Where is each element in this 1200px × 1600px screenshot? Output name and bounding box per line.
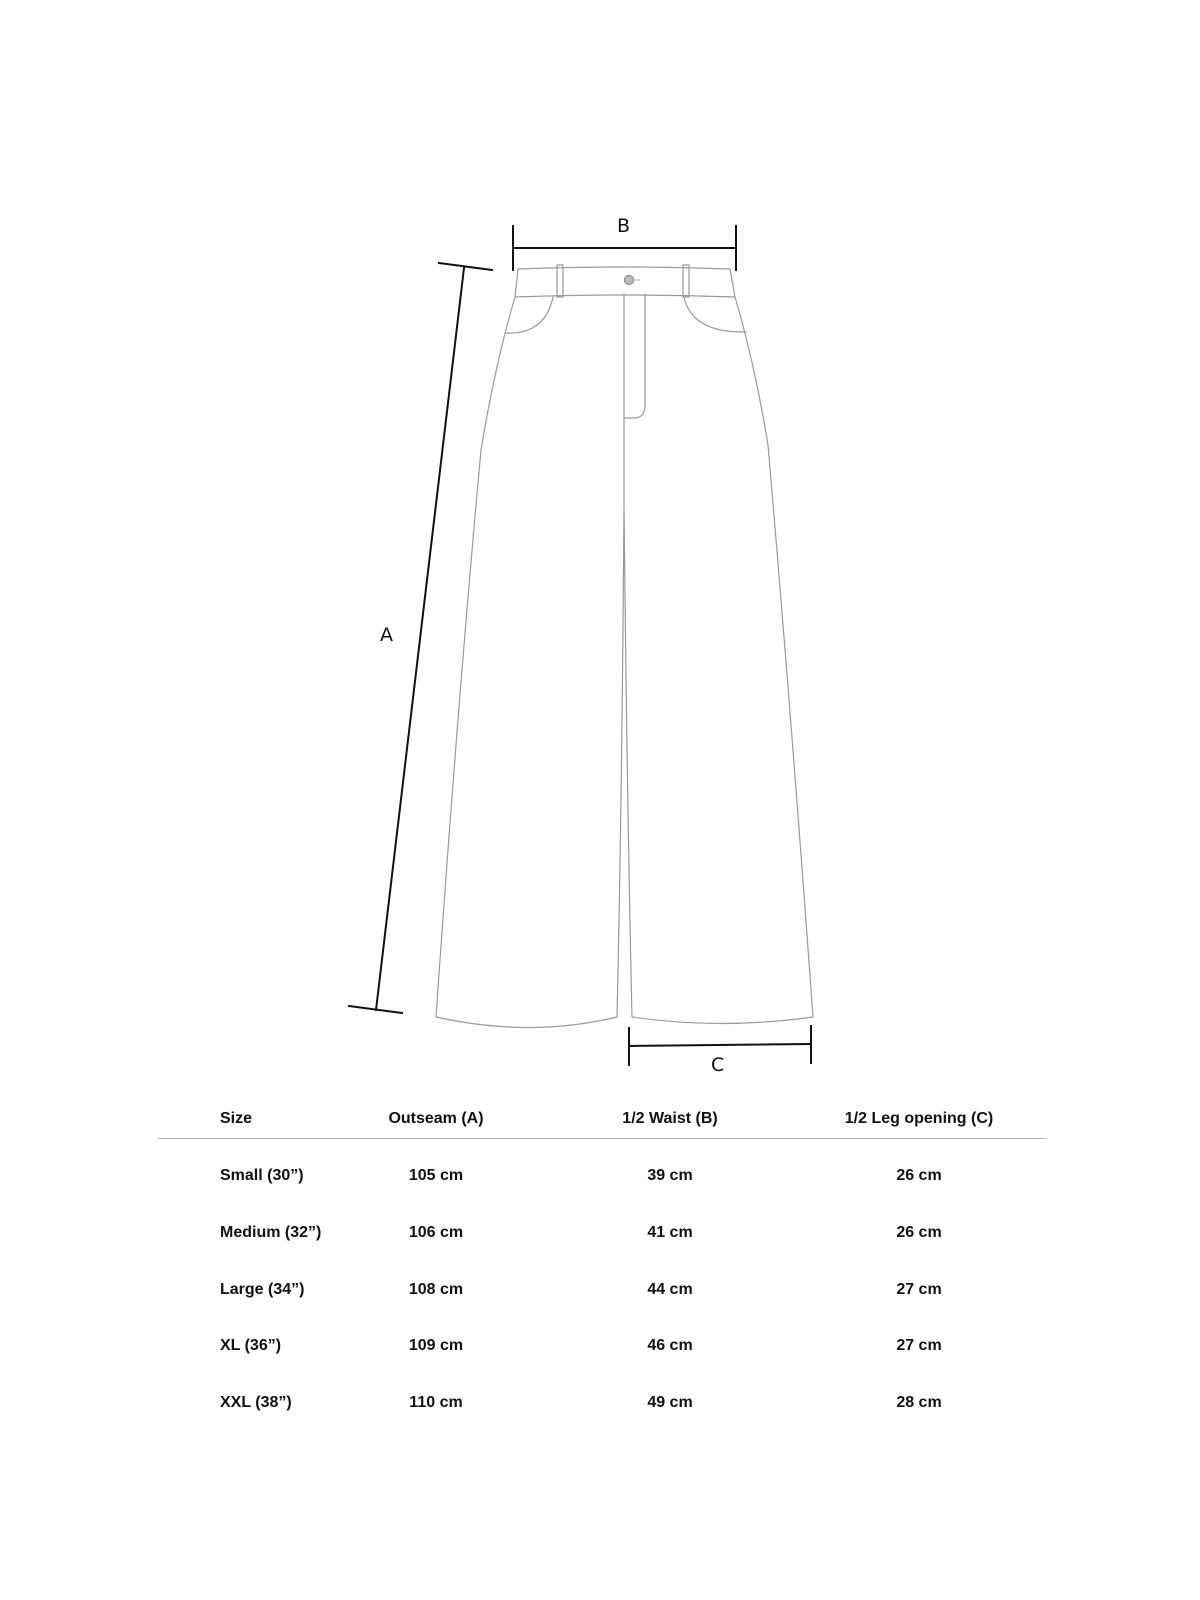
dimension-a [349,263,492,1013]
row-leg-opening: 27 cm [896,1337,942,1354]
dimension-b-label: B [617,215,631,237]
row-leg-opening: 26 cm [896,1224,942,1241]
row-size: Medium (32”) [220,1224,322,1241]
header-divider [158,1138,1046,1139]
row-waist: 44 cm [647,1281,693,1298]
belt-loop-right [683,265,689,297]
button-icon [625,276,634,285]
row-leg-opening: 27 cm [896,1281,942,1298]
dimension-a-top-tick [439,263,492,270]
row-outseam: 110 cm [409,1394,463,1411]
header-waist: 1/2 Waist (B) [622,1110,718,1127]
row-size: Small (30”) [220,1167,304,1184]
fly-stitch [624,294,645,418]
pocket-left [505,297,553,333]
dimension-c-line [629,1044,811,1046]
dimension-a-label: A [380,624,393,646]
row-leg-opening: 28 cm [896,1394,942,1411]
row-outseam: 105 cm [408,1167,464,1184]
row-outseam: 106 cm [408,1224,464,1241]
row-outseam: 108 cm [408,1281,464,1298]
row-size: Large (34”) [220,1281,305,1298]
row-leg-opening: 26 cm [896,1167,942,1184]
dimension-c-label: C [711,1054,725,1076]
row-size: XXL (38”) [220,1394,292,1411]
belt-loop-left [557,265,563,297]
row-waist: 39 cm [647,1167,693,1184]
header-leg-opening: 1/2 Leg opening (C) [844,1110,994,1127]
row-waist: 49 cm [647,1394,693,1411]
row-waist: 41 cm [647,1224,693,1241]
header-size: Size [220,1110,253,1127]
pants-outline [436,265,813,1028]
row-size: XL (36”) [220,1337,282,1354]
header-outseam: Outseam (A) [388,1110,484,1127]
row-waist: 46 cm [647,1337,693,1354]
row-outseam: 109 cm [408,1337,464,1354]
